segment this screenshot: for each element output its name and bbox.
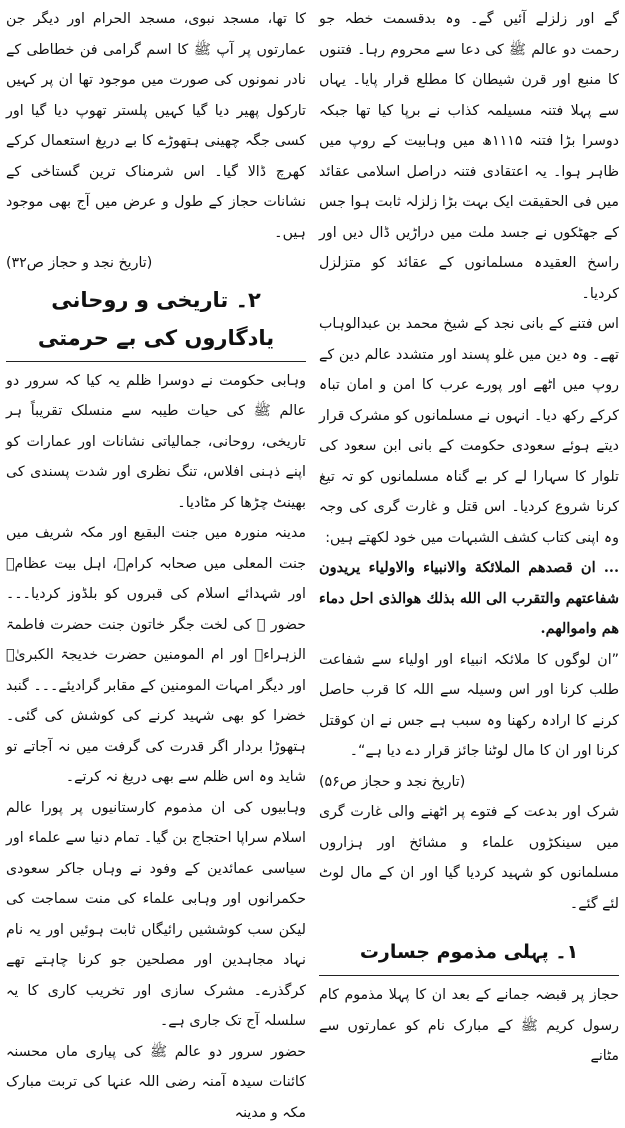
- section-heading-first-offense: ۱۔ پہلی مذموم جسارت: [319, 933, 619, 976]
- left-column: [6, 4, 306, 982]
- right-paragraph-3: شرک اور بدعت کے فتوے پر اٹھنے والی غارت گری میں سینکڑوں علماء و مشائخ اور ہزاروں مسلمانوں کو شہید کردیا گیا اور ان کے مال لوٹ لئے گئے۔: [319, 797, 619, 919]
- left-paragraph-4: وہابیوں کی ان مذموم کارستانیوں پر پورا عالم اسلام سراپا احتجاج بن گیا۔ تمام دنیا سے علماء اور سیاسی عمائدین کے وفود نے وہاں جاکر سعودی حکمرانوں اور وہابی علماء کی منت سماجت کی لیکن سب کوششیں رائیگاں ثابت ہوئیں اور یہ نام نہاد مجاہدین اور مصلحین جو کرنا چاہتے تھے کرگذرے۔ مشرک سازی اور تخریب کاری کا یہ سلسلہ آج تک جاری ہے۔: [6, 793, 306, 1037]
- reference-nejd-hijaz-32: (تاریخ نجد و حجاز ص۳۲): [6, 248, 306, 279]
- right-column: [319, 4, 619, 982]
- reference-nejd-hijaz-56: (تاریخ نجد و حجاز ص۵۶): [319, 767, 619, 798]
- right-paragraph-1: گے اور زلزلے آئیں گے۔ وہ بدقسمت خطہ جو رحمت دو عالم ﷺ کی دعا سے محروم رہا۔ فتنوں کا منبع اور قرن شیطان کا مطلع قرار پایا۔ یہاں سے پہلا فتنہ مسیلمہ کذاب نے برپا کیا تھا جبکہ دوسرا بڑا فتنہ ۱۱۱۵ھ میں وہابیت کے روپ میں ظاہر ہوا۔ یہ اعتقادی فتنہ دراصل اسلامی عقائد میں فی الحقیقت ایک بہت بڑا زلزلہ ثابت ہوا جس کے جھٹکوں نے جسد ملت میں دراڑیں ڈال دیں اور راسخ العقیدہ مسلمانوں کے عقائد کو متزلزل کردیا۔: [319, 4, 619, 309]
- left-paragraph-1: کا تھا، مسجد نبوی، مسجد الحرام اور دیگر جن عمارتوں پر آپ ﷺ کا اسم گرامی فن خطاطی کے نادر نمونوں کی صورت میں موجود تھا ان پر کہیں تارکول پھیر دیا گیا کہیں پلستر تھوپ دیا گیا اور کسی جگہ چھینی ہتھوڑے کا بے دریغ استعمال کرکے کھرچ ڈالا گیا۔ اس شرمناک ترین گستاخی کے نشانات حجاز کے طول و عرض میں آج بھی موجود ہیں۔: [6, 4, 306, 248]
- quote-translation: ”ان لوگوں کا ملائکہ انبیاء اور اولیاء سے شفاعت طلب کرنا اور اس وسیلہ سے اللہ کا قرب حاصل کرنے کا ارادہ رکھنا وہ سبب ہے جس نے ان کوقتل کرنا اور ان کا مال لوٹنا جائز قرار دے دیا ہے“۔: [319, 645, 619, 767]
- arabic-quote: ... ان قصدهم الملائكة والانبياء والاولياء يريدون شفاعتهم والتقرب الى الله بذلك هوالذى احل دماء هم واموالهم.: [319, 553, 619, 645]
- right-paragraph-2: اس فتنے کے بانی نجد کے شیخ محمد بن عبدالوہاب تھے۔ وہ دین میں غلو پسند اور متشدد عالم دین کے روپ میں اٹھے اور پورے عرب کا امن و امان تباہ کرکے رکھ دیا۔ انہوں نے مسلمانوں کو مشرک قرار دیتے ہوئے سعودی حکومت کے بانی ابن سعود کی تلوار کا سہارا لے کر بے گناہ مسلمانوں کو تہ تیغ کرنا شروع کردیا۔ اس قتل و غارت گری کی وجہ وہ اپنی کتاب کشف الشبہات میں خود لکھتے ہیں:: [319, 309, 619, 553]
- left-paragraph-5: حضور سرور دو عالم ﷺ کی پیاری ماں محسنہ کائنات سیدہ آمنہ رضی اللہ عنہا کی تربت مبارک مکہ و مدینہ: [6, 1037, 306, 1128]
- right-paragraph-4: حجاز پر قبضہ جمانے کے بعد ان کا پہلا مذموم کام رسول کریم ﷺ کے مبارک نام کو عمارتوں سے مٹانے: [319, 980, 619, 1072]
- section-heading-desecration: ۲۔ تاریخی و روحانی یادگاروں کی بے حرمتی: [6, 281, 306, 362]
- left-paragraph-2: وہابی حکومت نے دوسرا ظلم یہ کیا کہ سرور دو عالم ﷺ کی حیات طیبہ سے منسلک تقریباً ہر تاریخی، روحانی، جمالیاتی نشانات اور عمارات کو اپنے ذہنی افلاس، تنگ نظری اور شدت پسندی کی بھینٹ چڑھا کر مٹادیا۔: [6, 366, 306, 519]
- left-paragraph-3: مدینہ منورہ میں جنت البقیع اور مکہ شریف میں جنت المعلی میں صحابہ کرامؓ، اہل بیت عظامؓ اور شہدائے اسلام کی قبروں کو بلڈوز کردیا۔۔۔ حضور ﷺ کی لخت جگر خاتون جنت حضرت فاطمۃ الزہراءؓ اور ام المومنین حضرت خدیجۃ الکبریٰؓ اور دیگر امہات المومنین کے مقابر گرادیئے۔۔۔ گنبد خضرا کو بھی شہید کرنے کی کوشش کی گئی۔ ہتھوڑا بردار اگر قدرت کی گرفت میں نہ آجاتے تو شاید وہ اس ظلم سے بھی دریغ نہ کرتے۔: [6, 518, 306, 793]
